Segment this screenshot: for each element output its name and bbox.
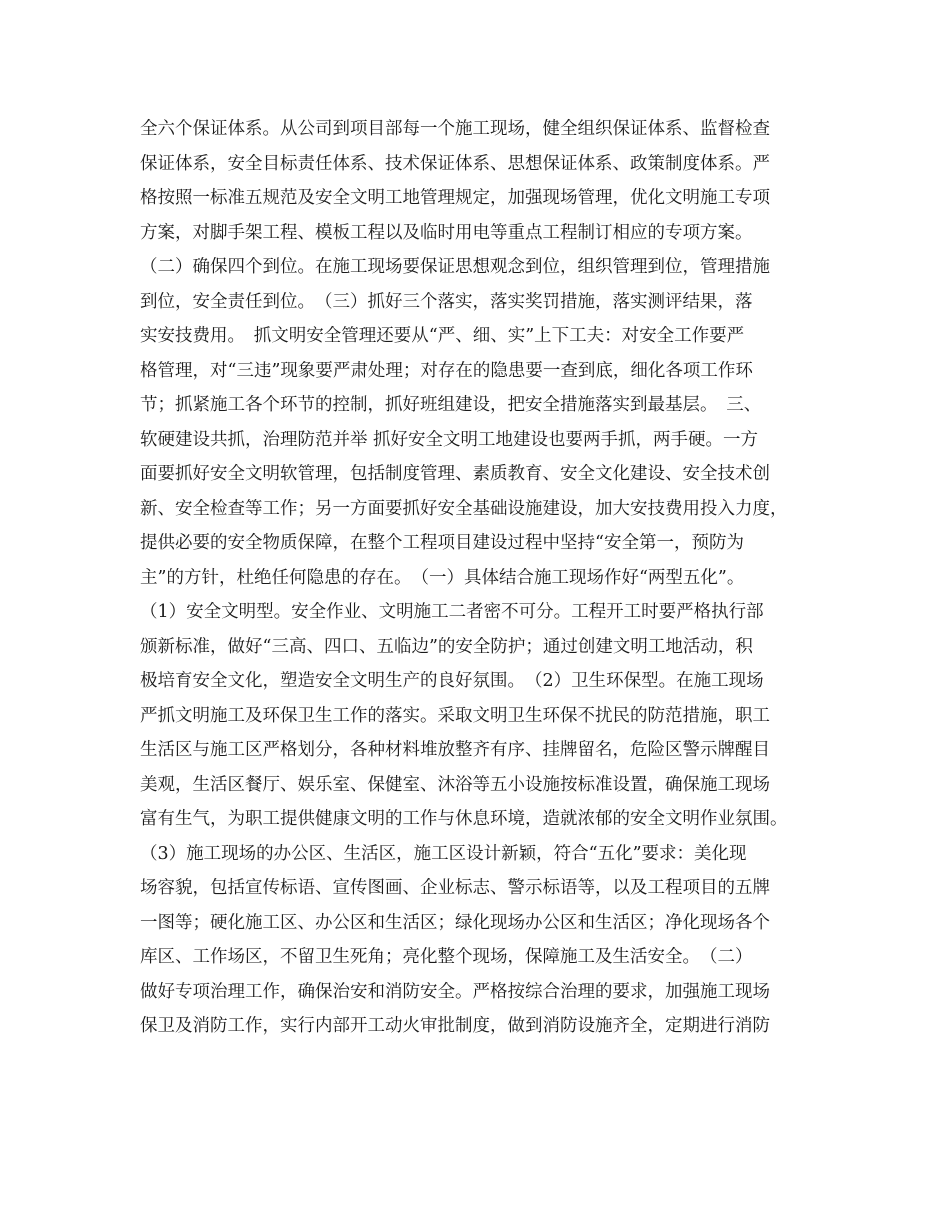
text-line: 保证体系，安全目标责任体系、技术保证体系、思想保证体系、政策制度体系。严 <box>140 153 770 174</box>
text-line: 严抓文明施工及环保卫生工作的落实。采取文明卫生环保不扰民的防范措施，职工 <box>140 705 770 726</box>
text-line: （1）安全文明型。安全作业、文明施工二者密不可分。工程开工时要严格执行部 <box>140 602 764 622</box>
body-text <box>140 112 830 1044</box>
text-line: 富有生气，为职工提供健康文明的工作与休息环境，造就浓郁的安全文明作业氛围。 <box>140 809 788 829</box>
text-line: （3）施工现场的办公区、生活区，施工区设计新颖，符合“五化”要求：美化现 <box>140 843 747 864</box>
text-line: 主”的方针，杜绝任何隐患的存在。 （一）具体结合施工现场作好“两型五化”。 <box>140 567 745 588</box>
text-line: 软硬建设共抓，治理防范并举 抓好安全文明工地建设也要两手抓，两手硬。一方 <box>140 429 759 450</box>
text-line: 做好专项治理工作，确保治安和消防安全。严格按综合治理的要求，加强施工现场 <box>140 981 770 1002</box>
text-line: （二）确保四个到位。在施工现场要保证思想观念到位，组织管理到位，管理措施 <box>140 257 770 277</box>
text-line: 格管理，对“三违”现象要严肃处理；对存在的隐患要一查到底，细化各项工作环 <box>140 360 753 381</box>
text-line: 到位，安全责任到位。 （三）抓好三个落实，落实奖罚措施，落实测评结果，落 <box>140 291 753 312</box>
text-line: 一图等；硬化施工区、办公区和生活区；绿化现场办公区和生活区；净化现场各个 <box>140 912 770 933</box>
text-line: 极培育安全文化，塑造安全文明生产的良好氛围。 （2）卫生环保型。在施工现场 <box>140 671 764 691</box>
text-line: 面要抓好安全文明软管理，包括制度管理、素质教育、安全文化建设、安全技术创 <box>140 464 770 484</box>
text-line: 节；抓紧施工各个环节的控制，抓好班组建设，把安全措施落实到最基层。 三、 <box>140 395 762 415</box>
text-line: 库区、工作场区，不留卫生死角；亮化整个现场，保障施工及生活安全。 （二） <box>140 947 753 967</box>
text-line: 美观，生活区餐厅、娱乐室、保健室、沐浴等五小设施按标准设置，确保施工现场 <box>140 774 770 795</box>
text-line: 新、安全检查等工作；另一方面要抓好安全基础设施建设，加大安技费用投入力度， <box>140 498 788 519</box>
text-line: 保卫及消防工作，实行内部开工动火审批制度，做到消防设施齐全，定期进行消防 <box>140 1016 770 1036</box>
text-line: 提供必要的安全物质保障，在整个工程项目建设过程中坚持“安全第一，预防为 <box>140 533 744 553</box>
text-line: 全六个保证体系。从公司到项目部每一个施工现场，健全组织保证体系、监督检查 <box>140 119 770 139</box>
text-line: 颁新标准，做好“三高、四口、五临边”的安全防护；通过创建文明工地活动，积 <box>140 636 753 657</box>
text-line: 生活区与施工区严格划分，各种材料堆放整齐有序、挂牌留名，危险区警示牌醒目 <box>140 740 770 760</box>
text-line: 实安技费用。 抓文明安全管理还要从“严、细、实”上下工夫：对安全工作要严 <box>140 326 745 346</box>
text-line: 方案，对脚手架工程、模板工程以及临时用电等重点工程制订相应的专项方案。 <box>140 222 753 243</box>
text-line: 格按照一标准五规范及安全文明工地管理规定，加强现场管理，优化文明施工专项 <box>140 188 770 208</box>
text-line: 场容貌，包括宣传标语、宣传图画、企业标志、警示标语等，以及工程项目的五牌 <box>140 878 770 898</box>
